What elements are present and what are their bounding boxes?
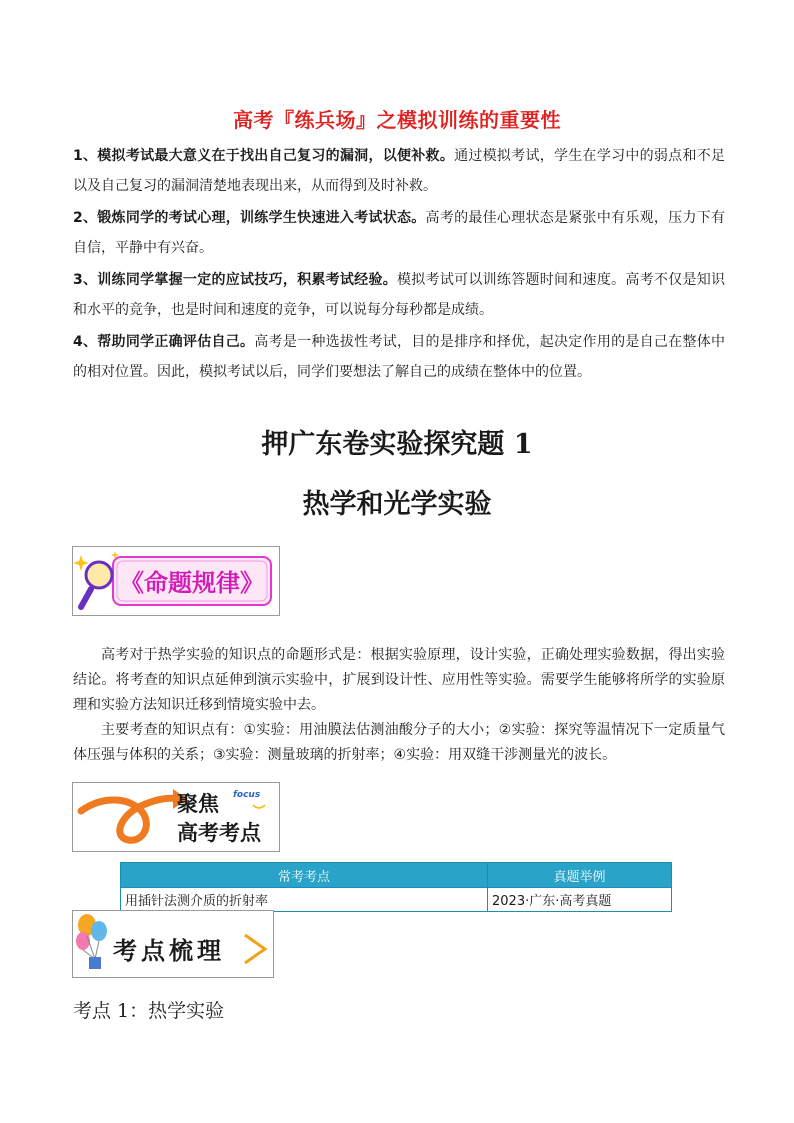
rule-banner-label: 《命题规律》 [120,569,264,597]
importance-list [73,141,725,389]
rule-paragraph-1: 高考对于热学实验的知识点的命题形式是：根据实验原理，设计实验，正确处理实验数据，得出实验结论。将考查的知识点延伸到演示实验中，扩展到设计性、应用性等实验。需要学生能够将所学的实验原理和实验方法知识迁移到情境实验中去。 [73,647,725,713]
focus-banner-line2: 高考考点 [177,821,261,845]
sub-title: 热学和光学实验 [302,489,492,520]
review-banner-label: 考点梳理 [113,937,225,965]
importance-item: 4、帮助同学正确评估自己。高考是一种选拔性考试，目的是排序和择优，起决定作用的是自己在整体中的相对位置。因此，模拟考试以后，同学们要想法了解自己的成绩在整体中的位置。 [73,334,725,380]
rule-description [73,643,725,768]
table-header-cell: 常考考点 [121,863,488,888]
review-banner-image [72,910,274,978]
table-header-cell: 真题举例 [488,863,672,888]
key-points-table [120,862,672,912]
main-title: 押广东卷实验探究题 1 [261,429,533,460]
table-cell: 用插针法测介质的折射率 [121,888,488,912]
focus-banner-line1: 聚焦 [177,792,219,816]
rule-paragraph-2: 主要考查的知识点有：①实验：用油膜法估测油酸分子的大小；②实验：探究等温情况下一定质量气体压强与体积的关系；③实验：测量玻璃的折射率；④实验：用双缝干涉测量光的波长。 [73,722,725,763]
rule-banner-image [72,546,280,616]
table-cell: 2023·广东·高考真题 [488,888,672,912]
table-header-row [121,863,672,888]
focus-banner-image [72,782,280,852]
importance-item: 2、锻炼同学的考试心理，训练学生快速进入考试状态。高考的最佳心理状态是紧张中有乐观，压力下有自信，平静中有兴奋。 [73,210,725,256]
page-banner-title: 高考『练兵场』之模拟训练的重要性 [233,108,561,132]
table-row [121,888,672,912]
importance-item: 3、训练同学掌握一定的应试技巧，积累考试经验。模拟考试可以训练答题时间和速度。高考不仅是知识和水平的竞争，也是时间和速度的竞争，可以说每分每秒都是成绩。 [73,272,726,318]
importance-item: 1、模拟考试最大意义在于找出自己复习的漏洞，以便补救。通过模拟考试，学生在学习中的弱点和不足以及自己复习的漏洞清楚地表现出来，从而得到及时补救。 [73,148,725,194]
section-heading: 考点 1：热学实验 [73,1000,225,1022]
focus-banner-small: focus [233,790,261,800]
